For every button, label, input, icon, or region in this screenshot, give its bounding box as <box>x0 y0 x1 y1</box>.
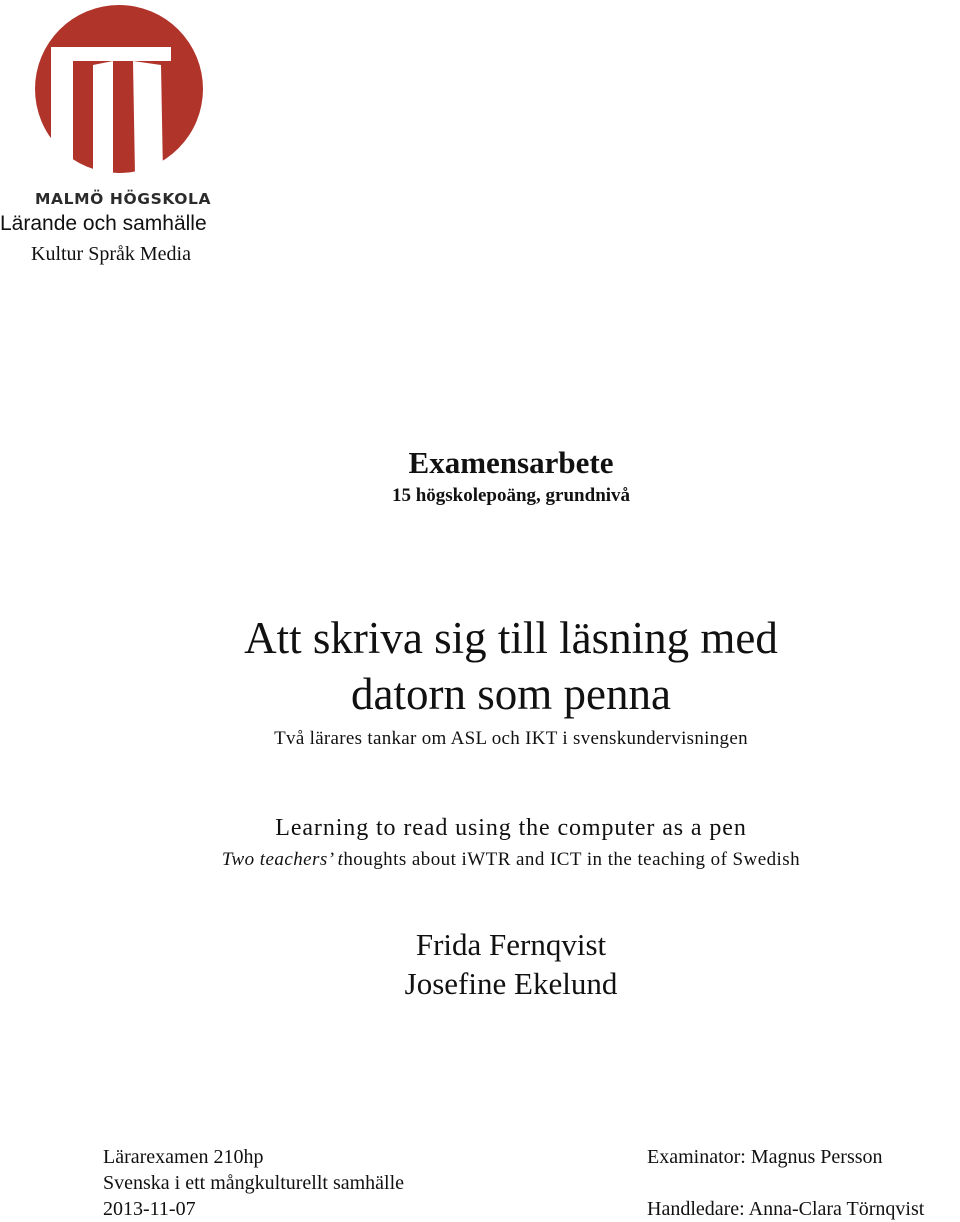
degree: Lärarexamen 210hp <box>103 1146 264 1168</box>
date: 2013-11-07 <box>103 1198 196 1220</box>
authors <box>0 925 960 1003</box>
supervisor: Handledare: Anna-Clara Törnqvist <box>647 1198 925 1220</box>
title-swedish-line-1: Att skriva sig till läsning med <box>244 613 778 663</box>
document-type: Examensarbete <box>408 445 614 480</box>
subtitle-english-italic: Two teachers’ t <box>221 849 344 870</box>
malmo-hogskola-logo <box>33 3 205 175</box>
title-swedish-line-2: datorn som penna <box>351 669 671 719</box>
program: Svenska i ett mångkulturellt samhälle <box>103 1172 405 1194</box>
subtitle-english <box>0 849 960 871</box>
subtitle-english-rest: houghts about iWTR and ICT in the teaching of Swedish <box>343 849 801 870</box>
footer-right <box>647 1144 924 1222</box>
department-name: Kultur Språk Media <box>31 243 191 265</box>
author-name: Frida Fernqvist <box>415 927 607 962</box>
faculty-name: Lärande och samhälle <box>0 212 207 235</box>
subtitle-swedish: Två lärares tankar om ASL och IKT i svenskundervisningen <box>274 728 748 749</box>
examiner: Examinator: Magnus Persson <box>647 1146 883 1168</box>
credits-level: 15 högskolepoäng, grundnivå <box>391 485 631 506</box>
author-name: Josefine Ekelund <box>404 966 618 1001</box>
title-swedish <box>0 610 960 722</box>
footer-left <box>103 1144 404 1222</box>
title-english: Learning to read using the computer as a pen <box>275 815 747 841</box>
logo-wordmark: MALMÖ HÖGSKOLA <box>35 190 212 208</box>
